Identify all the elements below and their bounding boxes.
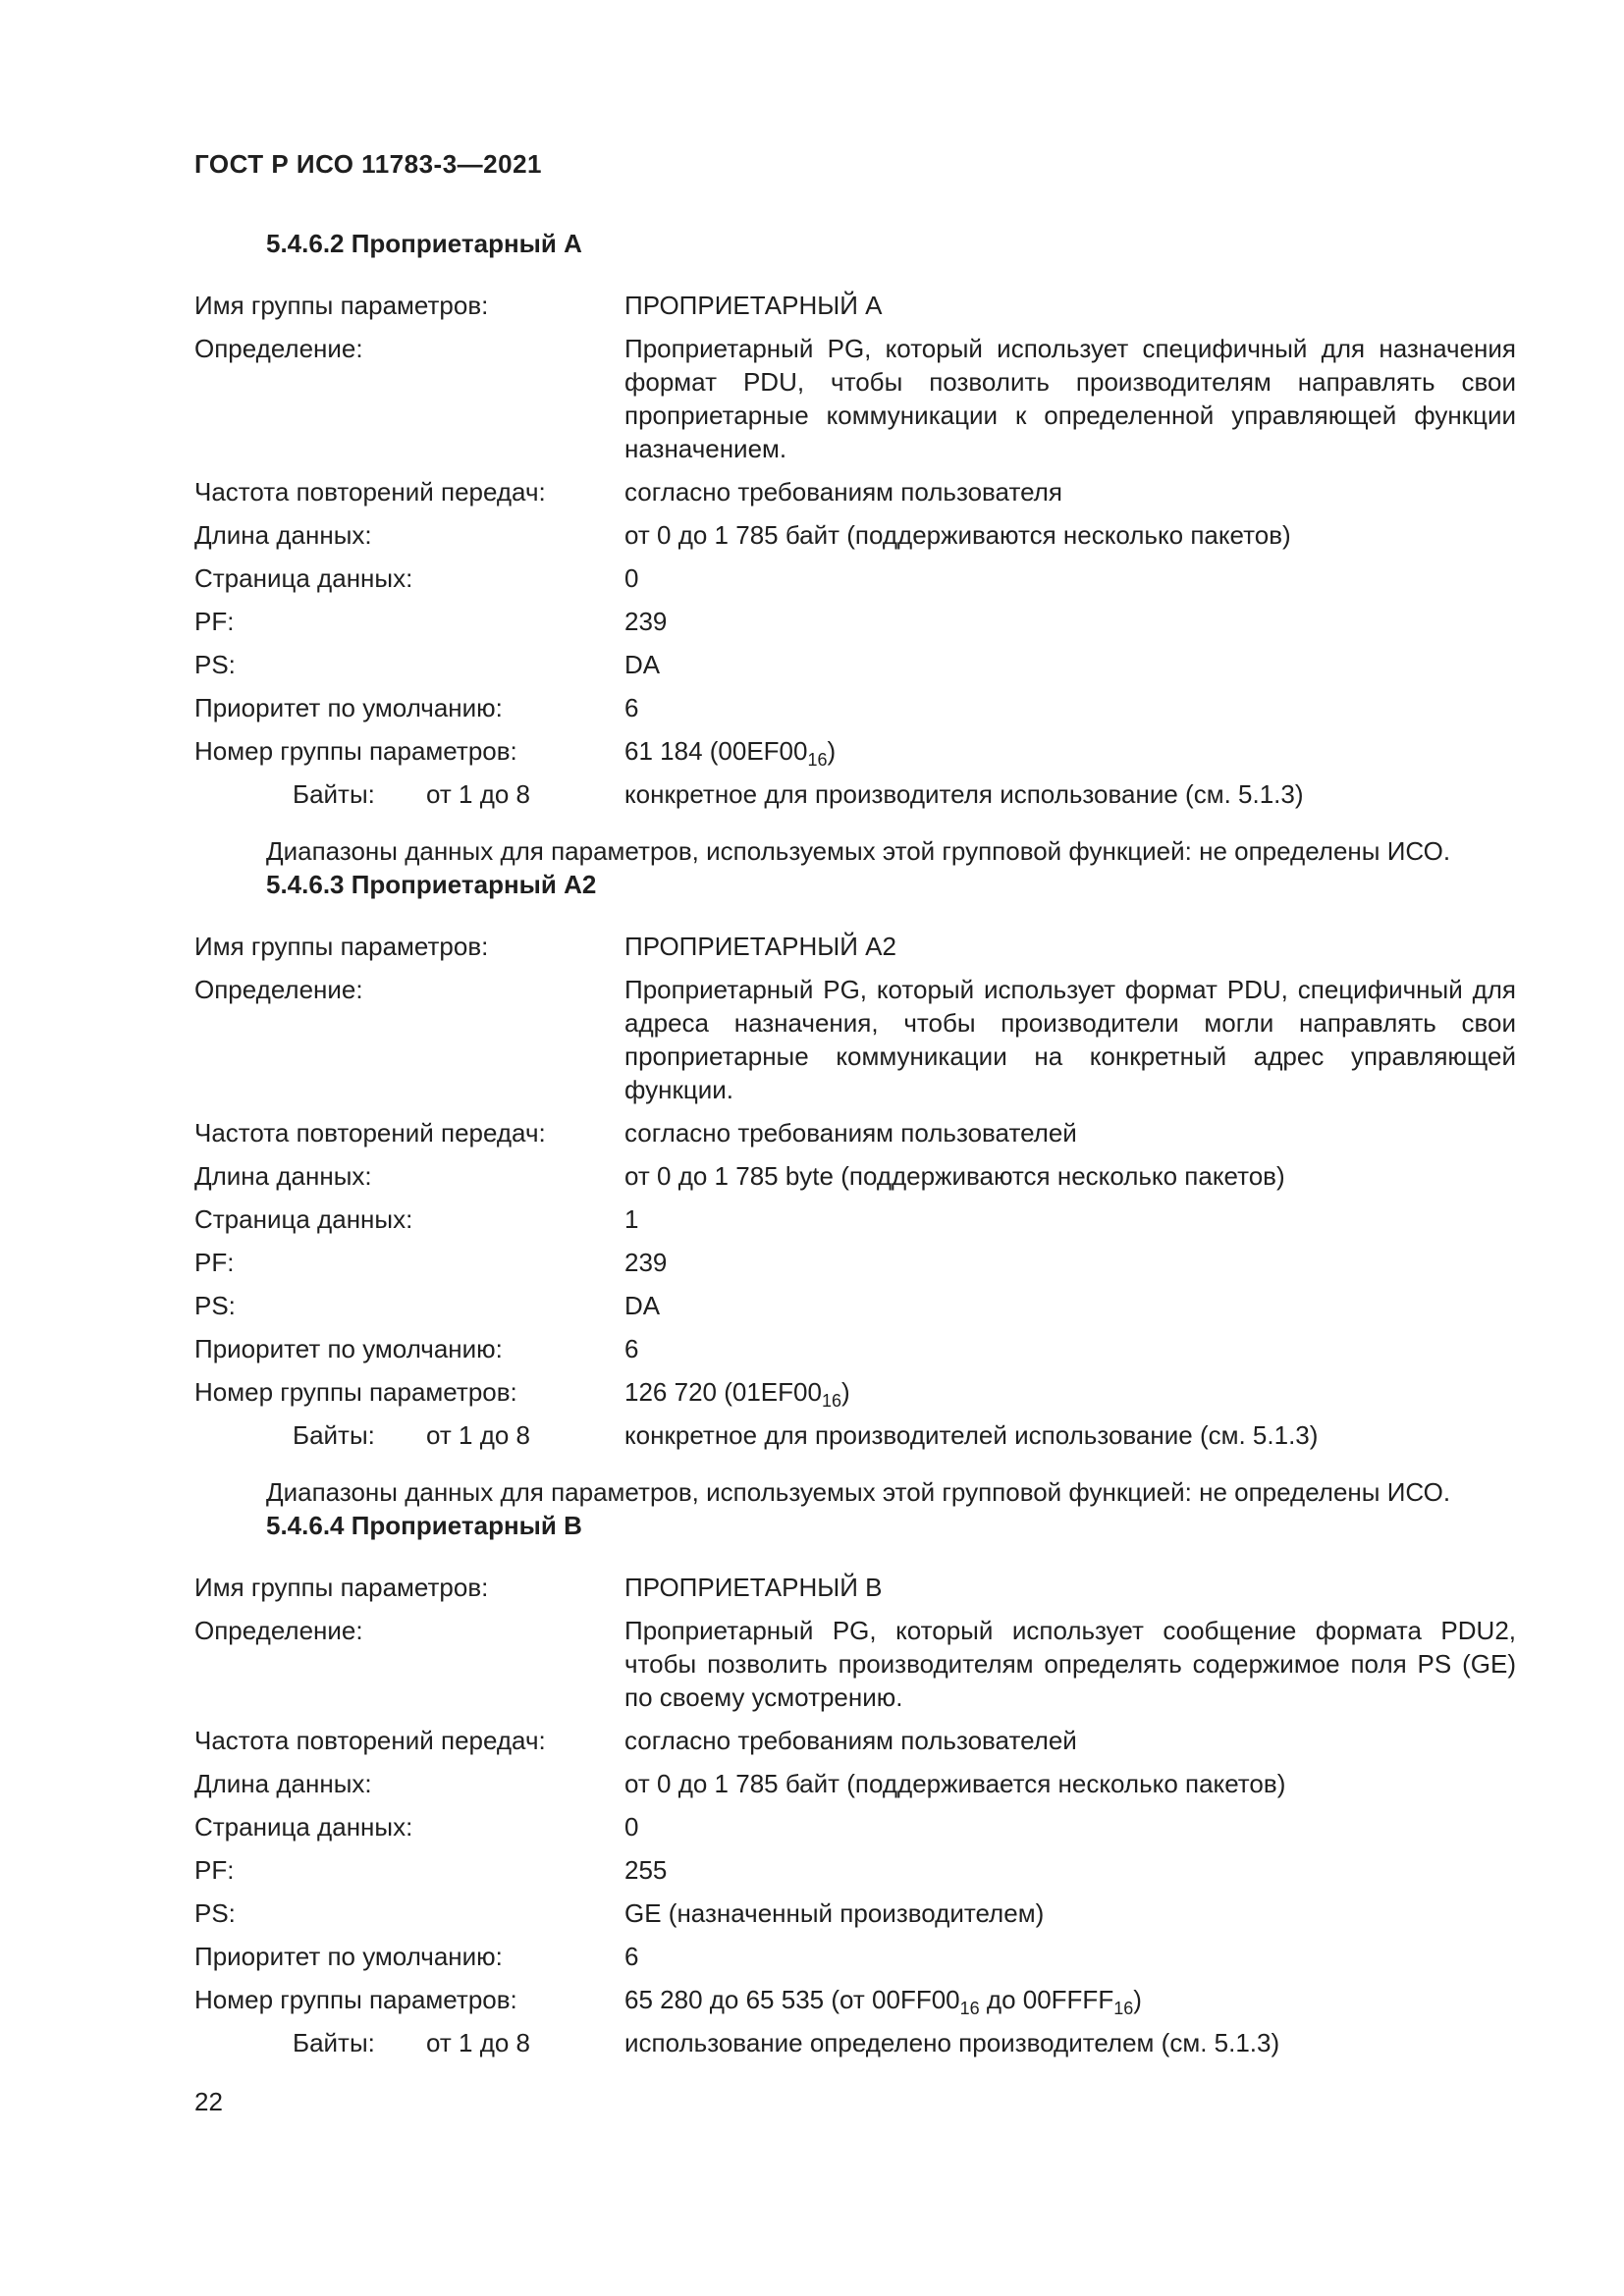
label: Имя группы параметров: <box>194 291 489 320</box>
value: Проприетарный PG, который использует специфичный для назначения формат PDU, чтобы позволить производителям направлять свои проприетарные коммуникации к определенной управляющей функции назначением. <box>624 334 1516 463</box>
label: Частота повторений передач: <box>194 1118 546 1148</box>
row-priority <box>194 691 1516 724</box>
row-definition <box>194 332 1516 465</box>
pgn-base: 16 <box>1113 1999 1134 2018</box>
bytes-range: от 1 до 8 <box>426 1420 531 1450</box>
row-bytes <box>194 777 1516 811</box>
label: Номер группы параметров: <box>194 736 517 766</box>
label: Частота повторений передач: <box>194 477 546 507</box>
value: от 0 до 1 785 байт (поддерживается несколько пакетов) <box>624 1769 1286 1798</box>
label: PS: <box>194 650 236 679</box>
value: ПРОПРИЕТАРНЫЙ В <box>624 1573 883 1602</box>
value: конкретное для производителей использование (см. 5.1.3) <box>624 1420 1319 1450</box>
label: PF: <box>194 1248 235 1277</box>
value: 0 <box>624 1812 639 1842</box>
label: Номер группы параметров: <box>194 1377 517 1407</box>
label: PF: <box>194 607 235 636</box>
pgn-main: 65 280 до 65 535 (от 00FF00 <box>624 1985 960 2014</box>
value: согласно требованиям пользователей <box>624 1726 1077 1755</box>
row-pf <box>194 1246 1516 1279</box>
value: согласно требованиям пользователей <box>624 1118 1077 1148</box>
row-priority <box>194 1332 1516 1365</box>
value: Проприетарный PG, который использует сообщение формата PDU2, чтобы позволить производителям определять содержимое поля PS (GE) по своему усмотрению. <box>624 1616 1516 1712</box>
label: PS: <box>194 1898 236 1928</box>
label: Страница данных: <box>194 1812 413 1842</box>
label: Приоритет по умолчанию: <box>194 693 503 722</box>
pgn-base: 16 <box>807 750 828 770</box>
row-pf <box>194 605 1516 638</box>
pgn-base: 16 <box>959 1999 980 2018</box>
value: Проприетарный PG, который использует формат PDU, специфичный для адреса назначения, чтобы производители могли направлять свои проприетарные коммуникации на конкретный адрес управляющей функции. <box>624 975 1516 1104</box>
pgn-close: ) <box>827 736 837 766</box>
value <box>624 734 1516 768</box>
label: Длина данных: <box>194 520 372 550</box>
row-pgn <box>194 1983 1516 2016</box>
label: Приоритет по умолчанию: <box>194 1942 503 1971</box>
parameter-table <box>194 1571 1516 2069</box>
pgn-main: 61 184 (00EF00 <box>624 736 808 766</box>
section-title: 5.4.6.3 Проприетарный А2 <box>266 870 597 899</box>
row-data-page <box>194 1810 1516 1843</box>
label: Байты: <box>293 779 375 809</box>
value: DA <box>624 1291 661 1320</box>
value: ПРОПРИЕТАРНЫЙ А <box>624 291 883 320</box>
row-pgn <box>194 734 1516 768</box>
row-definition <box>194 1614 1516 1714</box>
label: Определение: <box>194 1616 363 1645</box>
row-length <box>194 1159 1516 1193</box>
pgn-close: ) <box>840 1377 850 1407</box>
value: 6 <box>624 1942 639 1971</box>
row-name <box>194 289 1516 322</box>
label: Страница данных: <box>194 563 413 593</box>
row-length <box>194 518 1516 552</box>
pgn-mid: до 00FFFF <box>979 1985 1114 2014</box>
parameter-table <box>194 930 1516 1462</box>
row-ps <box>194 1289 1516 1322</box>
value: GE (назначенный производителем) <box>624 1898 1045 1928</box>
label: Страница данных: <box>194 1204 413 1234</box>
row-rate <box>194 1724 1516 1757</box>
pgn-close: ) <box>1133 1985 1142 2014</box>
bytes-range: от 1 до 8 <box>426 779 531 809</box>
value: 0 <box>624 563 639 593</box>
label: Определение: <box>194 334 363 363</box>
value: использование определено производителем (см. 5.1.3) <box>624 2028 1280 2057</box>
label: Приоритет по умолчанию: <box>194 1334 503 1363</box>
row-data-page <box>194 561 1516 595</box>
page-header: ГОСТ Р ИСО 11783-3—2021 <box>194 149 543 179</box>
value: ПРОПРИЕТАРНЫЙ А2 <box>624 932 896 961</box>
section-title: 5.4.6.4 Проприетарный В <box>266 1511 582 1540</box>
note: Диапазоны данных для параметров, используемых этой групповой функцией: не определены ИСО. <box>266 1477 1451 1507</box>
row-rate <box>194 1116 1516 1149</box>
value <box>624 1375 1516 1409</box>
row-ps <box>194 648 1516 681</box>
value: согласно требованиям пользователя <box>624 477 1062 507</box>
label: Имя группы параметров: <box>194 932 489 961</box>
row-bytes <box>194 1418 1516 1452</box>
label: PF: <box>194 1855 235 1885</box>
page-number: 22 <box>194 2087 223 2116</box>
value: 1 <box>624 1204 639 1234</box>
value: 6 <box>624 693 639 722</box>
label: Байты: <box>293 1420 375 1450</box>
value: DA <box>624 650 661 679</box>
label: Длина данных: <box>194 1769 372 1798</box>
value <box>624 1983 1516 2016</box>
value: от 0 до 1 785 байт (поддерживаются несколько пакетов) <box>624 520 1291 550</box>
row-bytes <box>194 2026 1516 2059</box>
value: 239 <box>624 1248 668 1277</box>
value: 239 <box>624 607 668 636</box>
value: от 0 до 1 785 byte (поддерживаются несколько пакетов) <box>624 1161 1285 1191</box>
pgn-base: 16 <box>821 1391 841 1411</box>
bytes-range: от 1 до 8 <box>426 2028 531 2057</box>
pgn-main: 126 720 (01EF00 <box>624 1377 822 1407</box>
row-ps <box>194 1896 1516 1930</box>
note: Диапазоны данных для параметров, используемых этой групповой функцией: не определены ИСО. <box>266 836 1451 866</box>
row-pgn <box>194 1375 1516 1409</box>
label: Номер группы параметров: <box>194 1985 517 2014</box>
value: конкретное для производителя использование (см. 5.1.3) <box>624 779 1304 809</box>
label: Имя группы параметров: <box>194 1573 489 1602</box>
value: 6 <box>624 1334 639 1363</box>
value: 255 <box>624 1855 668 1885</box>
label: Частота повторений передач: <box>194 1726 546 1755</box>
label: Байты: <box>293 2028 375 2057</box>
row-name <box>194 1571 1516 1604</box>
row-data-page <box>194 1202 1516 1236</box>
label: PS: <box>194 1291 236 1320</box>
label: Длина данных: <box>194 1161 372 1191</box>
parameter-table <box>194 289 1516 821</box>
row-priority <box>194 1940 1516 1973</box>
row-length <box>194 1767 1516 1800</box>
row-pf <box>194 1853 1516 1887</box>
label: Определение: <box>194 975 363 1004</box>
row-rate <box>194 475 1516 508</box>
row-definition <box>194 973 1516 1106</box>
row-name <box>194 930 1516 963</box>
section-title: 5.4.6.2 Проприетарный А <box>266 229 582 258</box>
